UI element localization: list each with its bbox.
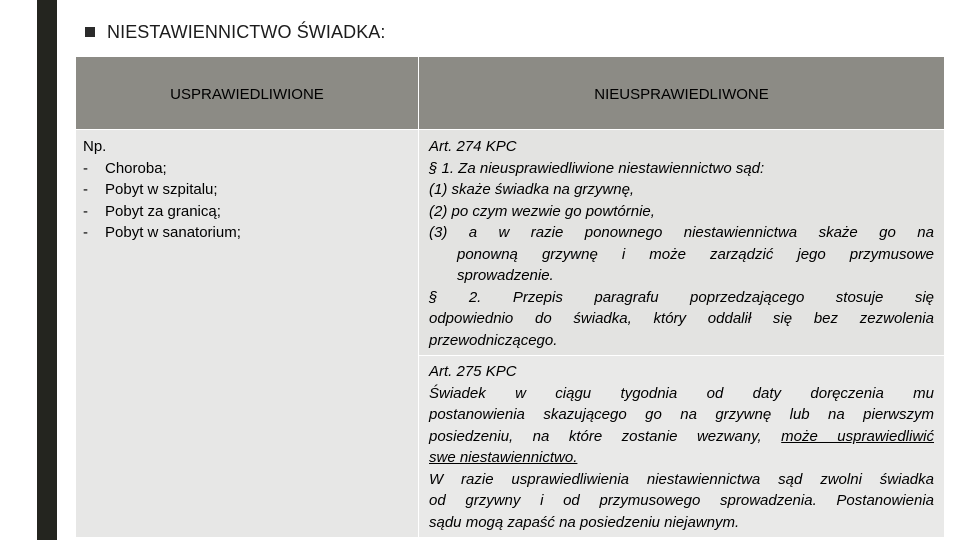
art-274-par2: § 2. Przepis paragrafu poprzedzającego stosuje się	[429, 288, 934, 306]
art-274-par2-cont: odpowiednio do świadka, który oddalił się bez zezwolenia	[429, 310, 934, 327]
art-274-item1: (1) skaże świadka na grzywnę,	[429, 181, 635, 198]
examples-intro: Np.	[83, 138, 107, 155]
art-274-cell	[419, 130, 945, 356]
left-accent-bar	[37, 0, 57, 540]
list-item: - Pobyt w sanatorium;	[83, 224, 241, 241]
square-bullet-icon	[85, 27, 95, 37]
art-274-item3-end: sprowadzenie.	[457, 267, 554, 284]
art-274-par1: § 1. Za nieusprawiedliwione niestawiennictwo sąd:	[429, 159, 765, 177]
comparison-table	[75, 56, 945, 538]
art-275-title: Art. 275 KPC	[429, 363, 517, 380]
art-274-title: Art. 274 KPC	[429, 138, 517, 155]
art-274-item3: (3) a w razie ponownego niestawiennictwa skaże go na	[429, 224, 934, 241]
art-275-p1-line3: posiedzeniu, na które zostanie wezwany, może usprawiedliwić	[429, 427, 935, 445]
table-header-row	[76, 57, 945, 130]
art-275-p2-end: sądu mogą zapaść na posiedzeniu niejawnym.	[429, 513, 740, 531]
header-unjustified: NIEUSPRAWIEDLIWONE	[419, 57, 945, 130]
list-item: - Pobyt za granicą;	[83, 202, 221, 220]
underlined-phrase-end: swe niestawiennictwo.	[429, 449, 578, 466]
list-item: - Choroba;	[83, 159, 167, 177]
art-275-p1: Świadek w ciągu tygodnia od daty doręczenia mu	[429, 384, 934, 402]
art-275-p2-cont: od grzywny i od przymusowego sprowadzenia. Postanowienia	[429, 492, 934, 509]
art-275-cell	[419, 356, 945, 538]
underlined-phrase: może usprawiedliwić	[781, 427, 935, 445]
slide-title: NIESTAWIENNICTWO ŚWIADKA:	[107, 22, 386, 42]
list-item: - Pobyt w szpitalu;	[83, 181, 218, 198]
header-justified: USPRAWIEDLIWIONE	[76, 57, 419, 130]
art-274-item2: (2) po czym wezwie go powtórnie,	[429, 202, 655, 220]
justified-examples-cell	[76, 130, 419, 538]
art-274-item3-cont: ponowną grzywnę i może zarządzić jego przymusowe	[457, 245, 934, 263]
art-275-p1-cont: postanowienia skazującego go na grzywnę lub na pierwszym	[429, 406, 934, 423]
art-275-p1-end	[429, 447, 934, 469]
art-275-p2: W razie usprawiedliwienia niestawiennictwa sąd zwolni świadka	[429, 470, 934, 488]
art-274-par2-end: przewodniczącego.	[429, 331, 558, 349]
slide-heading	[85, 22, 386, 43]
